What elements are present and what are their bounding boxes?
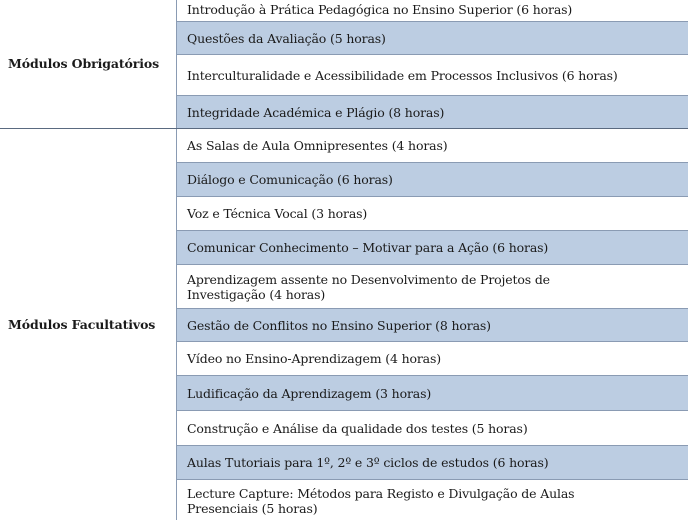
group-title-optional: Módulos Facultativos [8, 317, 156, 332]
module-row: Voz e Técnica Vocal (3 horas) [177, 197, 688, 231]
module-row: Integridade Académica e Plágio (8 horas) [177, 96, 688, 128]
module-row: Comunicar Conhecimento – Motivar para a Ação (6 horas) [177, 231, 688, 265]
group-mandatory [0, 0, 688, 129]
group-label-cell [0, 129, 177, 520]
module-row: As Salas de Aula Omnipresentes (4 horas) [177, 129, 688, 163]
module-row: Interculturalidade e Acessibilidade em Processos Inclusivos (6 horas) [177, 55, 688, 96]
group-label-cell [0, 0, 177, 128]
group-items-optional [177, 129, 688, 520]
module-row: Gestão de Conflitos no Ensino Superior (8 horas) [177, 309, 688, 342]
module-row: Lecture Capture: Métodos para Registo e Divulgação de Aulas Presenciais (5 horas) [177, 480, 688, 520]
module-row: Aulas Tutoriais para 1º, 2º e 3º ciclos de estudos (6 horas) [177, 446, 688, 480]
module-row: Questões da Avaliação (5 horas) [177, 22, 688, 55]
module-row: Introdução à Prática Pedagógica no Ensino Superior (6 horas) [177, 0, 688, 22]
group-title-mandatory: Módulos Obrigatórios [8, 55, 160, 71]
group-optional [0, 129, 688, 520]
module-row: Ludificação da Aprendizagem (3 horas) [177, 376, 688, 411]
module-row: Construção e Análise da qualidade dos testes (5 horas) [177, 411, 688, 446]
module-row: Aprendizagem assente no Desenvolvimento de Projetos de Investigação (4 horas) [177, 265, 688, 309]
module-row: Vídeo no Ensino-Aprendizagem (4 horas) [177, 342, 688, 376]
group-items-mandatory [177, 0, 688, 128]
module-row: Diálogo e Comunicação (6 horas) [177, 163, 688, 197]
